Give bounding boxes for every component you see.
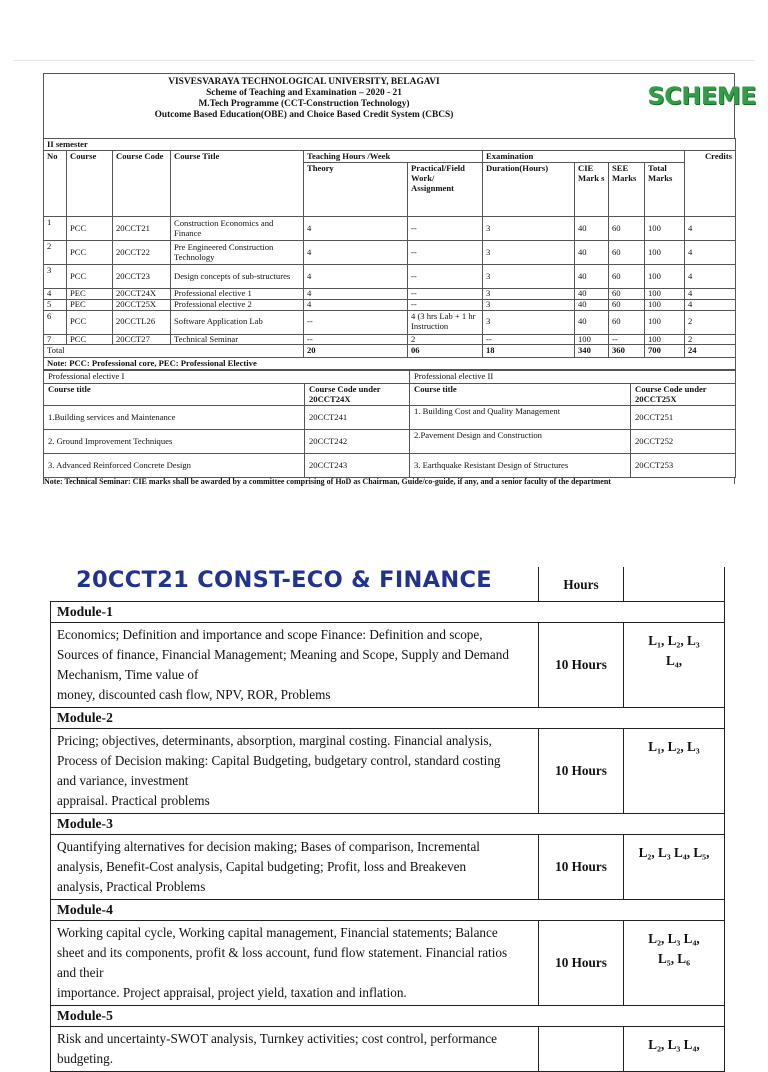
module-content (51, 1027, 539, 1072)
electives-table (43, 370, 736, 478)
level-line: L₄, (665, 653, 683, 668)
module-content (51, 921, 539, 1006)
cell-cie: 40 (575, 310, 609, 334)
cell-practical: -- (408, 217, 483, 241)
cell-cie: 40 (575, 241, 609, 265)
module-hours (539, 1027, 624, 1072)
elective-title: 2. Ground Improvement Techniques (44, 430, 305, 454)
module-heading: Module-3 (51, 814, 725, 835)
module-heading-row (51, 900, 725, 921)
elective-row (44, 430, 736, 454)
page-separator-line (14, 60, 754, 61)
cell-theory: 4 (304, 217, 408, 241)
cell-see: 60 (609, 241, 645, 265)
cell-cie: 40 (575, 299, 609, 310)
scheme-header (43, 73, 756, 138)
col-header: No (44, 150, 67, 217)
course-title: 20CCT21 CONST-ECO & FINANCE (76, 567, 492, 593)
cell-cie: 100 (575, 334, 609, 345)
content-line: Economics; Definition and importance and scope Finance: Definition and scope, (57, 627, 483, 642)
cell-cie: 40 (575, 265, 609, 289)
semester-label: II semester (44, 139, 736, 151)
elective-code: 20CCT253 (631, 454, 736, 478)
cell-title: Design concepts of sub-structures (171, 265, 304, 289)
university-heading (44, 74, 564, 121)
cell-no: 7 (44, 334, 67, 345)
abbrev-note: Note: PCC: Professional core, PEC: Professional Elective (44, 357, 736, 370)
content-line: budgeting. (57, 1051, 114, 1066)
scheme-stamp: SCHEME (647, 82, 756, 110)
cell-title: Pre Engineered Construction Technology (171, 241, 304, 265)
cell-total: 100 (645, 265, 685, 289)
content-line: money, discounted cash flow, NPV, ROR, Problems (57, 687, 331, 702)
cell-total: 100 (645, 299, 685, 310)
cell-duration: 3 (483, 299, 575, 310)
total-cell: 24 (685, 345, 736, 358)
course-row (44, 265, 736, 289)
cell-code: 20CCT27 (113, 334, 171, 345)
level-line: L₅, L₆ (657, 951, 691, 966)
cell-theory: 4 (304, 299, 408, 310)
cell-total: 100 (645, 334, 685, 345)
level-line: L₁, L₂, L₃ (648, 633, 700, 648)
cell-credits: 4 (685, 289, 736, 300)
total-cell: 18 (483, 345, 575, 358)
cell-title: Software Application Lab (171, 310, 304, 334)
elective-title: 1.Building services and Maintenance (44, 406, 305, 430)
module-hours: 10 Hours (539, 835, 624, 900)
cell-cie: 40 (575, 217, 609, 241)
hours-header: Hours (539, 567, 624, 602)
content-line: importance. Project appraisal, project yield, taxation and inflation. (57, 985, 407, 1000)
heading-line: Scheme of Teaching and Examination – 2020 - 21 (206, 88, 402, 98)
elective-code: 20CCT252 (631, 430, 736, 454)
elective-code: 20CCT242 (305, 430, 410, 454)
cell-credits: 4 (685, 265, 736, 289)
cell-credits: 4 (685, 217, 736, 241)
cell-course: PCC (67, 241, 113, 265)
col-header: Practical/Field Work/ Assignment (408, 163, 483, 217)
cell-duration: 3 (483, 289, 575, 300)
cell-theory: -- (304, 334, 408, 345)
course-row (44, 241, 736, 265)
cell-code: 20CCT25X (113, 299, 171, 310)
cell-code: 20CCTL26 (113, 310, 171, 334)
level-line: L₁, L₂, L₃ (648, 739, 700, 754)
total-cell: 700 (645, 345, 685, 358)
elective-row (44, 406, 736, 430)
cell-code: 20CCT23 (113, 265, 171, 289)
cell-no: 3 (44, 265, 67, 289)
elective-code: 20CCT243 (305, 454, 410, 478)
elective-2-heading: Professional elective II (410, 371, 736, 384)
cell-course: PEC (67, 289, 113, 300)
total-cell: 20 (304, 345, 408, 358)
level-line: L₂, L₃ L₄, (648, 1037, 700, 1052)
elective-col-header: Course Code under 20CCT25X (631, 384, 736, 406)
col-header: Theory (304, 163, 408, 217)
cell-total: 100 (645, 217, 685, 241)
syllabus-document (50, 567, 724, 1066)
cell-total: 100 (645, 310, 685, 334)
cell-see: -- (609, 334, 645, 345)
module-content (51, 729, 539, 814)
module-hours: 10 Hours (539, 729, 624, 814)
cell-no: 5 (44, 299, 67, 310)
cell-practical: -- (408, 289, 483, 300)
module-levels (624, 623, 725, 708)
truncated-note: Note: Technical Seminar: CIE marks shall be awarded by a committee comprising of HoD as Chairman, Guide/co-guide, if any, and a senior faculty of the department (43, 478, 735, 484)
content-line: Process of Decision making: Capital Budgeting, budgetary control, standard costing (57, 753, 501, 768)
module-levels (624, 1027, 725, 1072)
cell-title: Professional elective 1 (171, 289, 304, 300)
elective-col-header: Course title (410, 384, 631, 406)
heading-line: VISVESVARAYA TECHNOLOGICAL UNIVERSITY, BELAGAVI (168, 77, 440, 87)
cell-no: 6 (44, 310, 67, 334)
cell-theory: -- (304, 310, 408, 334)
content-line: Pricing; objectives, determinants, absorption, marginal costing. Financial analysis, (57, 733, 492, 748)
cell-duration: 3 (483, 265, 575, 289)
course-row (44, 310, 736, 334)
cell-course: PCC (67, 265, 113, 289)
cell-credits: 4 (685, 241, 736, 265)
content-line: sheet and its components, profit & loss account, fund flow statement. Financial ratios (57, 945, 508, 960)
module-heading-row (51, 814, 725, 835)
elective-code: 20CCT251 (631, 406, 736, 430)
cell-code: 20CCT24X (113, 289, 171, 300)
cell-credits: 4 (685, 299, 736, 310)
col-header: Course Code (113, 150, 171, 217)
module-heading-row (51, 1006, 725, 1027)
cell-see: 60 (609, 289, 645, 300)
col-header: Examination (483, 150, 685, 163)
module-heading-row (51, 602, 725, 623)
module-heading: Module-2 (51, 708, 725, 729)
cell-course: PEC (67, 299, 113, 310)
elective-title: 3. Earthquake Resistant Design of Structures (410, 454, 631, 478)
cell-total: 100 (645, 289, 685, 300)
cell-duration: 3 (483, 217, 575, 241)
cell-practical: -- (408, 265, 483, 289)
cell-title: Professional elective 2 (171, 299, 304, 310)
content-line: Mechanism, Time value of (57, 667, 199, 682)
col-header: Total Marks (645, 163, 685, 217)
content-line: Sources of finance, Financial Management; Meaning and Scope, Supply and Demand (57, 647, 509, 662)
level-line: L₂, L₃ L₄, L₅, (638, 845, 710, 860)
module-content-row (51, 1027, 725, 1072)
scheme-document (43, 73, 756, 487)
cell-see: 60 (609, 217, 645, 241)
content-line: and variance, investment (57, 773, 189, 788)
total-cell: 06 (408, 345, 483, 358)
module-hours: 10 Hours (539, 623, 624, 708)
cell-no: 4 (44, 289, 67, 300)
col-header: SEE Marks (609, 163, 645, 217)
course-row (44, 299, 736, 310)
col-header: Credits (685, 150, 736, 217)
cell-code: 20CCT22 (113, 241, 171, 265)
module-levels (624, 921, 725, 1006)
cell-title: Technical Seminar (171, 334, 304, 345)
cell-see: 60 (609, 299, 645, 310)
syllabus-table (50, 567, 725, 1072)
content-line: appraisal. Practical problems (57, 793, 210, 808)
elective-row (44, 454, 736, 478)
cell-course: PCC (67, 310, 113, 334)
cell-title: Construction Economics and Finance (171, 217, 304, 241)
cell-course: PCC (67, 334, 113, 345)
elective-col-header: Course Code under 20CCT24X (305, 384, 410, 406)
module-heading: Module-4 (51, 900, 725, 921)
elective-code: 20CCT241 (305, 406, 410, 430)
cell-no: 2 (44, 241, 67, 265)
cell-see: 60 (609, 265, 645, 289)
elective-title: 3. Advanced Reinforced Concrete Design (44, 454, 305, 478)
content-line: analysis, Practical Problems (57, 879, 206, 894)
module-levels (624, 835, 725, 900)
module-content (51, 623, 539, 708)
content-line: and their (57, 965, 104, 980)
content-line: Risk and uncertainty-SWOT analysis, Turnkey activities; cost control, performance (57, 1031, 497, 1046)
table-header-row (44, 150, 736, 163)
module-content-row (51, 835, 725, 900)
col-header: CIE Mark s (575, 163, 609, 217)
elective-title: 1. Building Cost and Quality Management (410, 406, 631, 430)
total-row (44, 345, 736, 358)
module-content-row (51, 729, 725, 814)
module-content-row (51, 921, 725, 1006)
cell-practical: 4 (3 hrs Lab + 1 hr Instruction (408, 310, 483, 334)
cell-cie: 40 (575, 289, 609, 300)
elective-title: 2.Pavement Design and Construction (410, 430, 631, 454)
course-row (44, 217, 736, 241)
cell-no: 1 (44, 217, 67, 241)
cell-duration: 3 (483, 310, 575, 334)
cell-theory: 4 (304, 289, 408, 300)
module-heading-row (51, 708, 725, 729)
module-hours: 10 Hours (539, 921, 624, 1006)
module-heading: Module-5 (51, 1006, 725, 1027)
module-levels (624, 729, 725, 814)
elective-col-header: Course title (44, 384, 305, 406)
elective-1-heading: Professional elective I (44, 371, 410, 384)
cell-practical: 2 (408, 334, 483, 345)
cell-total: 100 (645, 241, 685, 265)
module-content (51, 835, 539, 900)
course-row (44, 334, 736, 345)
content-line: Quantifying alternatives for decision making; Bases of comparison, Incremental (57, 839, 480, 854)
cell-duration: -- (483, 334, 575, 345)
cell-practical: -- (408, 299, 483, 310)
module-heading: Module-1 (51, 602, 725, 623)
cell-see: 60 (609, 310, 645, 334)
module-content-row (51, 623, 725, 708)
scheme-table (43, 138, 736, 370)
col-header: Course Title (171, 150, 304, 217)
cell-credits: 2 (685, 310, 736, 334)
cell-practical: -- (408, 241, 483, 265)
cell-theory: 4 (304, 241, 408, 265)
col-header: Duration(Hours) (483, 163, 575, 217)
heading-line: M.Tech Programme (CCT-Construction Technology) (198, 99, 410, 109)
content-line: Working capital cycle, Working capital management, Financial statements; Balance (57, 925, 498, 940)
cell-duration: 3 (483, 241, 575, 265)
col-header: Course (67, 150, 113, 217)
content-line: analysis, Benefit-Cost analysis, Capital budgeting; Profit, loss and Breakeven (57, 859, 467, 874)
total-cell: 360 (609, 345, 645, 358)
course-row (44, 289, 736, 300)
total-cell: 340 (575, 345, 609, 358)
cell-course: PCC (67, 217, 113, 241)
level-line: L₂, L₃ L₄, (648, 931, 700, 946)
total-label: Total (44, 345, 304, 358)
heading-line: Outcome Based Education(OBE) and Choice Based Credit System (CBCS) (154, 110, 454, 120)
cell-theory: 4 (304, 265, 408, 289)
col-header: Teaching Hours /Week (304, 150, 483, 163)
cell-credits: 2 (685, 334, 736, 345)
cell-code: 20CCT21 (113, 217, 171, 241)
